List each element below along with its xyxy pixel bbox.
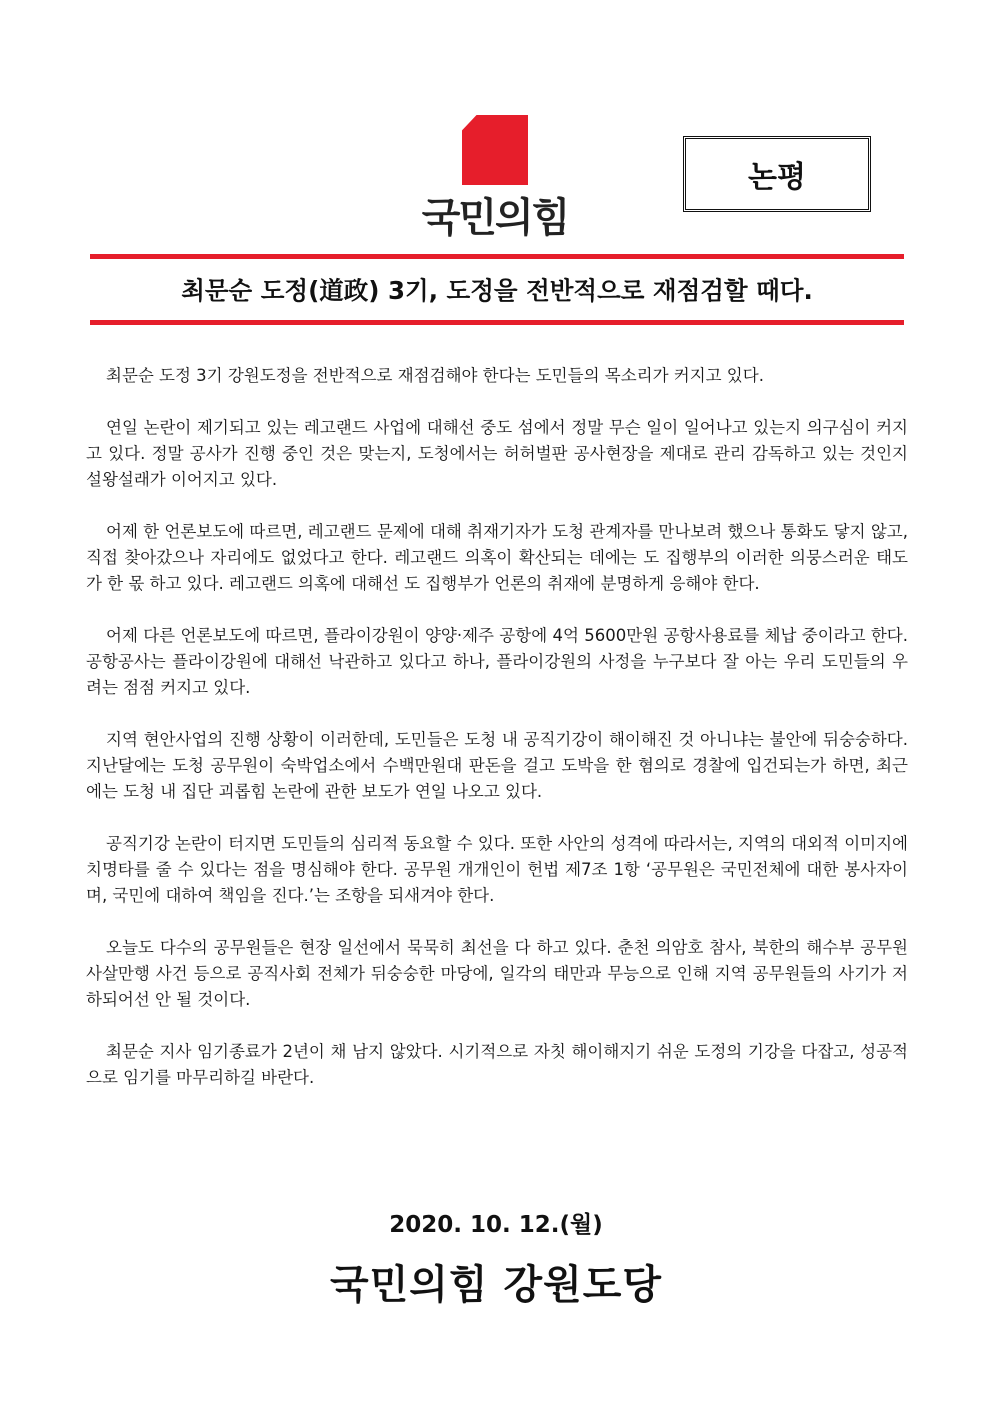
paragraph: 연일 논란이 제기되고 있는 레고랜드 사업에 대해선 중도 섬에서 정말 무슨 일이 일어나고 있는지 의구심이 커지고 있다. 정말 공사가 진행 중인 것은 맞는지, 도청에서는 허허벌판 공사현장을 제대로 관리 감독하고 있는 것인지 설왕설래가 이어지고 있다. [86,418,908,489]
party-logo [410,115,580,250]
paragraph: 어제 다른 언론보도에 따르면, 플라이강원이 양양·제주 공항에 4억 5600만원 공항사용료를 체납 중이라고 한다. 공항공사는 플라이강원에 대해선 낙관하고 있다고 하나, 플라이강원의 사정을 누구보다 잘 아는 우리 도민들의 우려는 점점 커지고 있다. [86,626,908,697]
paragraph: 어제 한 언론보도에 따르면, 레고랜드 문제에 대해 취재기자가 도청 관계자를 만나보려 했으나 통화도 닿지 않고, 직접 찾아갔으나 자리에도 없었다고 한다. 레고랜드 의혹이 확산되는 데에는 도 집행부의 이러한 의뭉스러운 태도가 한 몫 하고 있다. 레고랜드 의혹에 대해선 도 집행부가 언론의 취재에 분명하게 응해야 한다. [86,522,908,593]
paragraph: 최문순 도정 3기 강원도정을 전반적으로 재점검해야 한다는 도민들의 목소리가 커지고 있다. [106,366,764,385]
paragraph: 최문순 지사 임기종료가 2년이 채 남지 않았다. 시기적으로 자칫 해이해지기 쉬운 도정의 기강을 다잡고, 성공적으로 임기를 마무리하길 바란다. [86,1042,908,1087]
paragraph: 오늘도 다수의 공무원들은 현장 일선에서 묵묵히 최선을 다 하고 있다. 춘천 의암호 참사, 북한의 해수부 공무원 사살만행 사건 등으로 공직사회 전체가 뒤숭숭한 마당에, 일각의 태만과 무능으로 인해 지역 공무원들의 사기가 저하되어선 안 될 것이다. [86,938,908,1009]
paragraph: 지역 현안사업의 진행 상황이 이러한데, 도민들은 도청 내 공직기강이 해이해진 것 아니냐는 불안에 뒤숭숭하다. 지난달에는 도청 공무원이 숙박업소에서 수백만원대 판돈을 걸고 도박을 한 혐의로 경찰에 입건되는가 하면, 최근에는 도청 내 집단 괴롭힘 논란에 관한 보도가 연일 나오고 있다. [86,730,908,801]
document-type-badge: 논평 [683,136,871,212]
logo-mark-icon [462,115,528,185]
issuer-signature: 국민의힘 강원도당 [329,1262,663,1308]
headline: 최문순 도정(道政) 3기, 도정을 전반적으로 재점검할 때다. [181,276,813,305]
logo-text: 국민의힘 [421,195,569,241]
article-body [86,363,908,1117]
headline-top-rule [90,254,904,259]
publication-date: 2020. 10. 12.(월) [389,1212,603,1238]
paragraph: 공직기강 논란이 터지면 도민들의 심리적 동요할 수 있다. 또한 사안의 성격에 따라서는, 지역의 대외적 이미지에 치명타를 줄 수 있다는 점을 명심해야 한다. 공무원 개개인이 헌법 제7조 1항 ‘공무원은 국민전체에 대한 봉사자이며, 국민에 대하여 책임을 진다.’는 조항을 되새겨야 한다. [86,834,908,905]
headline-bottom-rule [90,320,904,325]
